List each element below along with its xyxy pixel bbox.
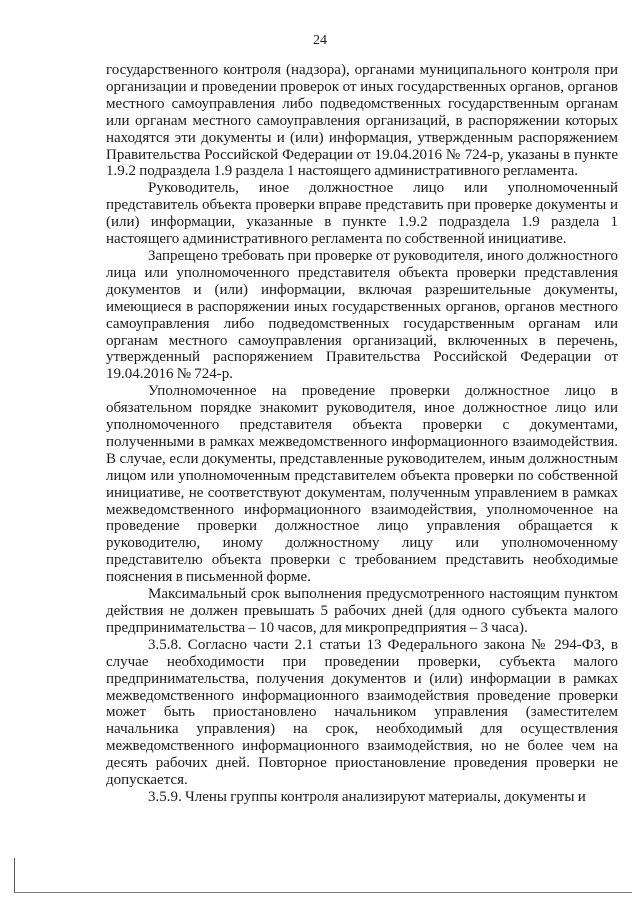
paragraph-prohibition: Запрещено требовать при проверке от руководителя, иного должностного лица или уполномоченного представителя объекта проверки представления документов и (или) информации, включая разрешительные документы, имеющиеся в распоряжении иных государственных органов, органов местного самоуправления либо подведомственных государственным органам или органам местного самоуправления организаций, включенных в перечень, утвержденный распоряжением Правительства Российской Федерации от 19.04.2016 № 724-р. — [106, 247, 618, 383]
document-body — [106, 62, 618, 806]
paragraph-max-term: Максимальный срок выполнения предусмотренного настоящим пунктом действия не должен превышать 5 рабочих дней (для одного субъекта малого предпринимательства – 10 часов, для микропредприятия – 3 часа). — [106, 586, 618, 636]
paragraph-representative-right: Руководитель, иное должностное лицо или уполномоченный представитель объекта проверки вправе представить при проверке документы и (или) информации, указанные в пункте 1.9.2 подраздела 1.9 раздела 1 настоящего административного регламента по собственной инициативе. — [106, 180, 618, 248]
page-number: 24 — [313, 33, 327, 48]
paragraph-familiarization: Уполномоченное на проведение проверки должностное лицо в обязательном порядке знакомит руководителя, иное должностное лицо или уполномоченного представителя объекта проверки с документами, полученными в рамках межведомственного информационного взаимодействия. В случае, если документы, представленные руководителем, иным должностным лицом или уполномоченным представителем объекта проверки по собственной инициативе, не соответствуют документам, полученным управлением в рамках межведомственного информационного взаимодействия, уполномоченное на проведение проверки должностное лицо управления обращается к руководителю, иному должностному лицу или уполномоченному представителю объекта проверки с требованием представить необходимые пояснения в письменной форме. — [106, 383, 618, 586]
paragraph-3-5-9: 3.5.9. Члены группы контроля анализируют материалы, документы и — [148, 788, 586, 805]
scan-frame-left-edge — [14, 858, 15, 893]
scan-frame-bottom-edge — [14, 892, 632, 893]
paragraph-continuation: государственного контроля (надзора), органами муниципального контроля при организации и проведении проверок от иных государственных органов, органов местного самоуправления либо подведомственных государственным органам или органам местного самоуправления организаций, в распоряжении которых находятся эти документы и (или) информация, утвержденным распоряжением Правительства Российской Федерации от 19.04.2016 № 724-р, указаны в пункте 1.9.2 подраздела 1.9 раздела 1 настоящего административного регламента. — [106, 62, 618, 180]
paragraph-3-5-8: 3.5.8. Согласно части 2.1 статьи 13 Федерального закона № 294-ФЗ, в случае необходимости при проведении проверки, субъекта малого предпринимательства, получения документов и (или) информации в рамках межведомственного информационного взаимодействия проведение проверки может быть приостановлено начальником управления (заместителем начальника управления) на срок, необходимый для осуществления межведомственного информационного взаимодействия, но не более чем на десять рабочих дней. Повторное приостановление проведения проверки не допускается. — [106, 636, 618, 789]
